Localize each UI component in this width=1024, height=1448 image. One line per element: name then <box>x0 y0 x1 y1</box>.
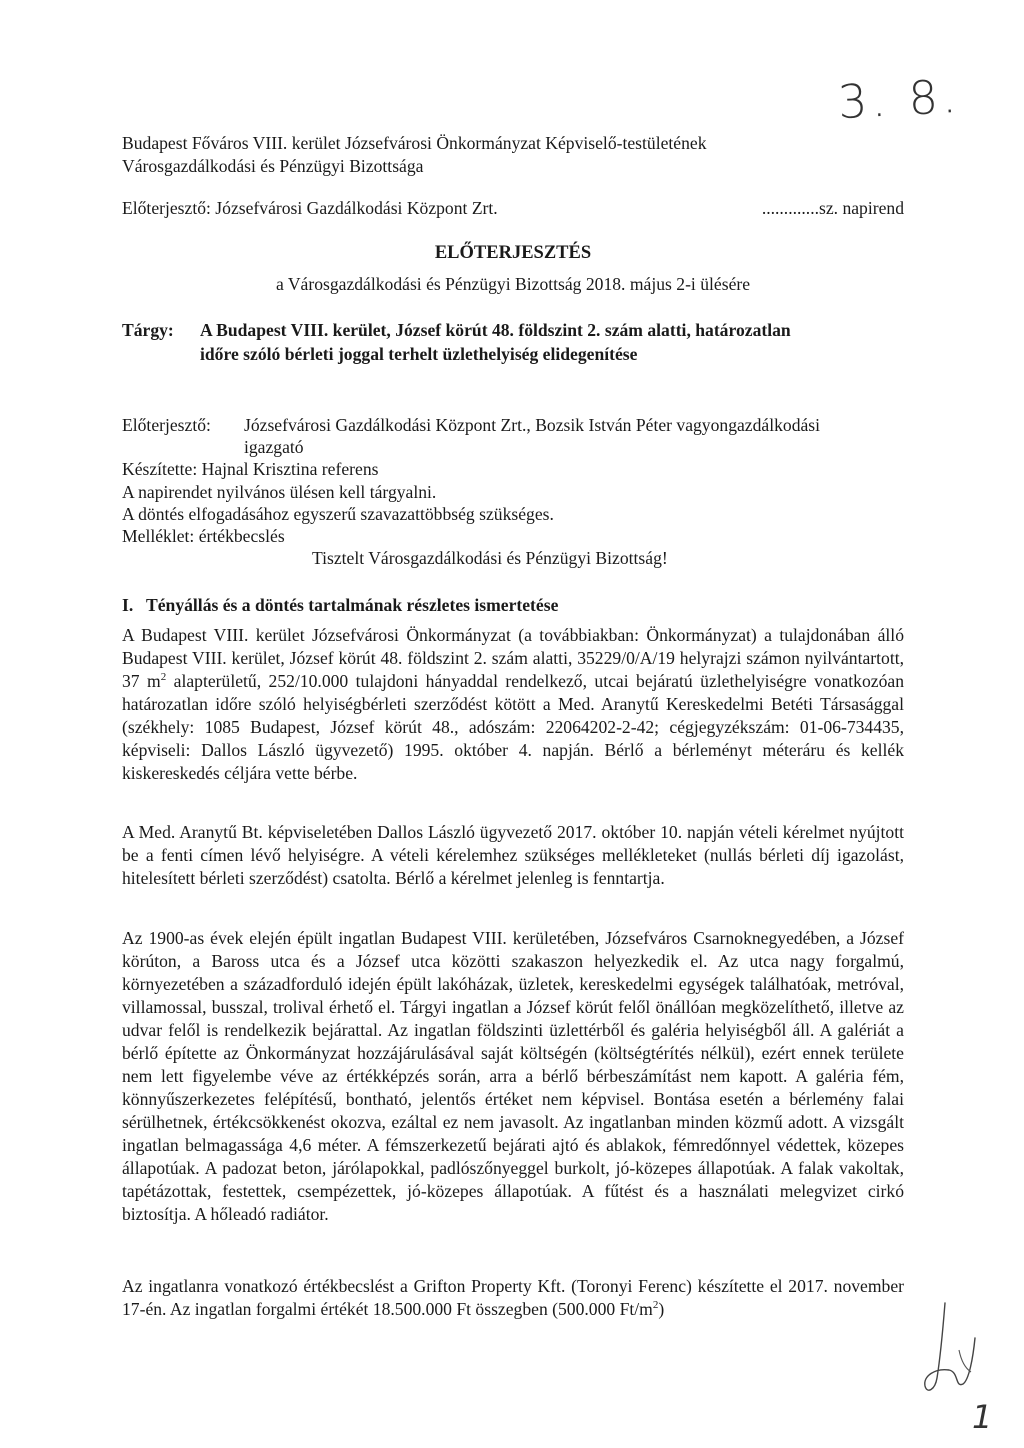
subject-line-1: A Budapest VIII. kerület, József körút 48. földszint 2. szám alatti, határozatlan <box>200 320 791 340</box>
header-organisation <box>122 132 904 178</box>
paragraph-2 <box>122 821 904 890</box>
handwritten-signature <box>915 1298 985 1398</box>
meta-presenter-line-1: Józsefvárosi Gazdálkodási Központ Zrt., Bozsik István Péter vagyongazdálkodási <box>244 415 821 435</box>
agenda-number: .............sz. napirend <box>761 198 904 218</box>
subject-line-2: időre szóló bérleti joggal terhelt üzlethelyiség elidegenítése <box>200 344 638 364</box>
org-line-1: Budapest Főváros VIII. kerület Józsefvárosi Önkormányzat Képviselő-testületének <box>122 133 707 153</box>
document-title: ELŐTERJESZTÉS <box>434 243 592 263</box>
para2-text: A Med. Aranytű Bt. képviseletében Dallos László ügyvezető 2017. október 10. napján vételi kérelmet nyújtott be a fenti címen lévő helyiségre. A vételi kérelemhez szükséges mellékleteket (nullás bérleti díj igazolást, hitelesített bérleti szerződést) csatolta. Bérlő a kérelmet jelenleg is fenntartja. <box>122 822 904 888</box>
section-heading <box>122 595 558 616</box>
org-line-2: Városgazdálkodási és Pénzügyi Bizottsága <box>122 156 424 176</box>
salutation: Tisztelt Városgazdálkodási és Pénzügyi Bizottság! <box>312 548 668 568</box>
handwritten-sheet-number: 1 <box>972 1398 993 1436</box>
para4-text-b: ) <box>658 1299 665 1319</box>
subject-block <box>122 318 912 366</box>
paragraph-1 <box>122 624 904 785</box>
section-number: I. <box>122 595 134 615</box>
paragraph-4 <box>122 1275 904 1321</box>
para1-text-b: alapterületű, 252/10.000 tulajdoni hányaddal rendelkező, utcai bejáratú üzlethelyiségre vonatkozóan határozatlan időre szóló helyiségbérleti szerződést kötött a Med. Aranytű Kereskedelmi Betéti Társasággal (székhely: 1085 Budapest, József körút 48., adószám: 22064202-2-42; cégjegyzékszám: 01-06-734435, képviseli: Dallos László ügyvezető) 1995. október 4. napján. Bérlő a bérleményt méteráru és kellék kiskereskedés céljára vette bérbe. <box>122 671 904 783</box>
meta-prepared-by: Készítette: Hajnal Krisztina referens <box>122 459 379 480</box>
para3-text: Az 1900-as évek elején épült ingatlan Budapest VIII. kerületében, Józsefváros Csarnoknegyedében, a József körúton, a Baross utca és a József utca közötti szakaszon helyezkedik el. Az utca nagy forgalmú, környezetében a századforduló idején épült lakóházak, üzletek, kereskedelmi egységek találhatóak, metróval, villamossal, busszal, trolival érhető el. Tárgyi ingatlan a József körút felől önállóan megközelíthető, illetve az udvar felől is rendelkezik bejárattal. Az ingatlan földszinti üzlettérből és galéria helyiségből áll. A galériát a bérlő építette az Önkormányzat hozzájárulásával saját költségén (költségtérítés nélkül), ezért ennek területe nem lett figyelembe véve az értékképzés során, arra a bérlő bérbeszámítást nem kapott. A galéria fém, könnyűszerkezetes felépítésű, bontható, jelentős értéket nem képvisel. Bontása esetén a bérlemény falai sérülhetnek, értékcsökkenést okozva, ezáltal ez nem javasolt. Az ingatlanban minden közmű adott. A vizsgált ingatlan belmagassága 4,6 méter. A fémszerkezetű bejárati ajtó és ablakok, fémredőnnyel védettek, közepes állapotúak. A padozat beton, járólapokkal, padlószőnyeggel burkolt, jó-közepes állapotúak. A falak vakoltak, tapétázottak, festettek, csempézettek, jó-közepes állapotúak. A fűtést és a használati melegvizet cirkó biztosítja. A hőleadó radiátor. <box>122 928 904 1224</box>
meta-majority: A döntés elfogadásához egyszerű szavazattöbbség szükséges. <box>122 503 554 524</box>
handwritten-page-number: 3. 8. <box>836 68 962 130</box>
document-subtitle: a Városgazdálkodási és Pénzügyi Bizottság 2018. május 2-i ülésére <box>275 274 751 294</box>
meta-block <box>122 414 912 547</box>
para4-text-a: Az ingatlanra vonatkozó értékbecslést a Grifton Property Kft. (Toronyi Ferenc) készítette el 2017. november 17-én. Az ingatlan forgalmi értékét 18.500.000 Ft összegben (500.000 Ft/m <box>122 1276 904 1319</box>
subject-label: Tárgy: <box>122 320 174 340</box>
section-title: Tényállás és a döntés tartalmának részletes ismertetése <box>146 595 559 615</box>
meta-public-session: A napirendet nyilvános ülésen kell tárgyalni. <box>122 481 437 502</box>
paragraph-3 <box>122 927 904 1226</box>
meta-presenter-label: Előterjesztő: <box>122 415 211 435</box>
header-presenter: Előterjesztő: Józsefvárosi Gazdálkodási Központ Zrt. <box>122 198 498 218</box>
meta-attachment: Melléklet: értékbecslés <box>122 526 285 547</box>
presenter-agenda-row <box>122 198 904 219</box>
meta-presenter-line-2: igazgató <box>244 437 304 458</box>
para1-text-a: A Budapest VIII. kerület Józsefvárosi Önkormányzat (a továbbiakban: Önkormányzat) a tulajdonában álló Budapest VIII. kerület, József körút 48. földszint 2. szám alatti, 35229/0/A/19 helyrajzi számon nyilvántartott, 37 m <box>122 625 904 691</box>
para1-sup: 2 <box>160 671 167 684</box>
para4-sup: 2 <box>652 1299 659 1312</box>
